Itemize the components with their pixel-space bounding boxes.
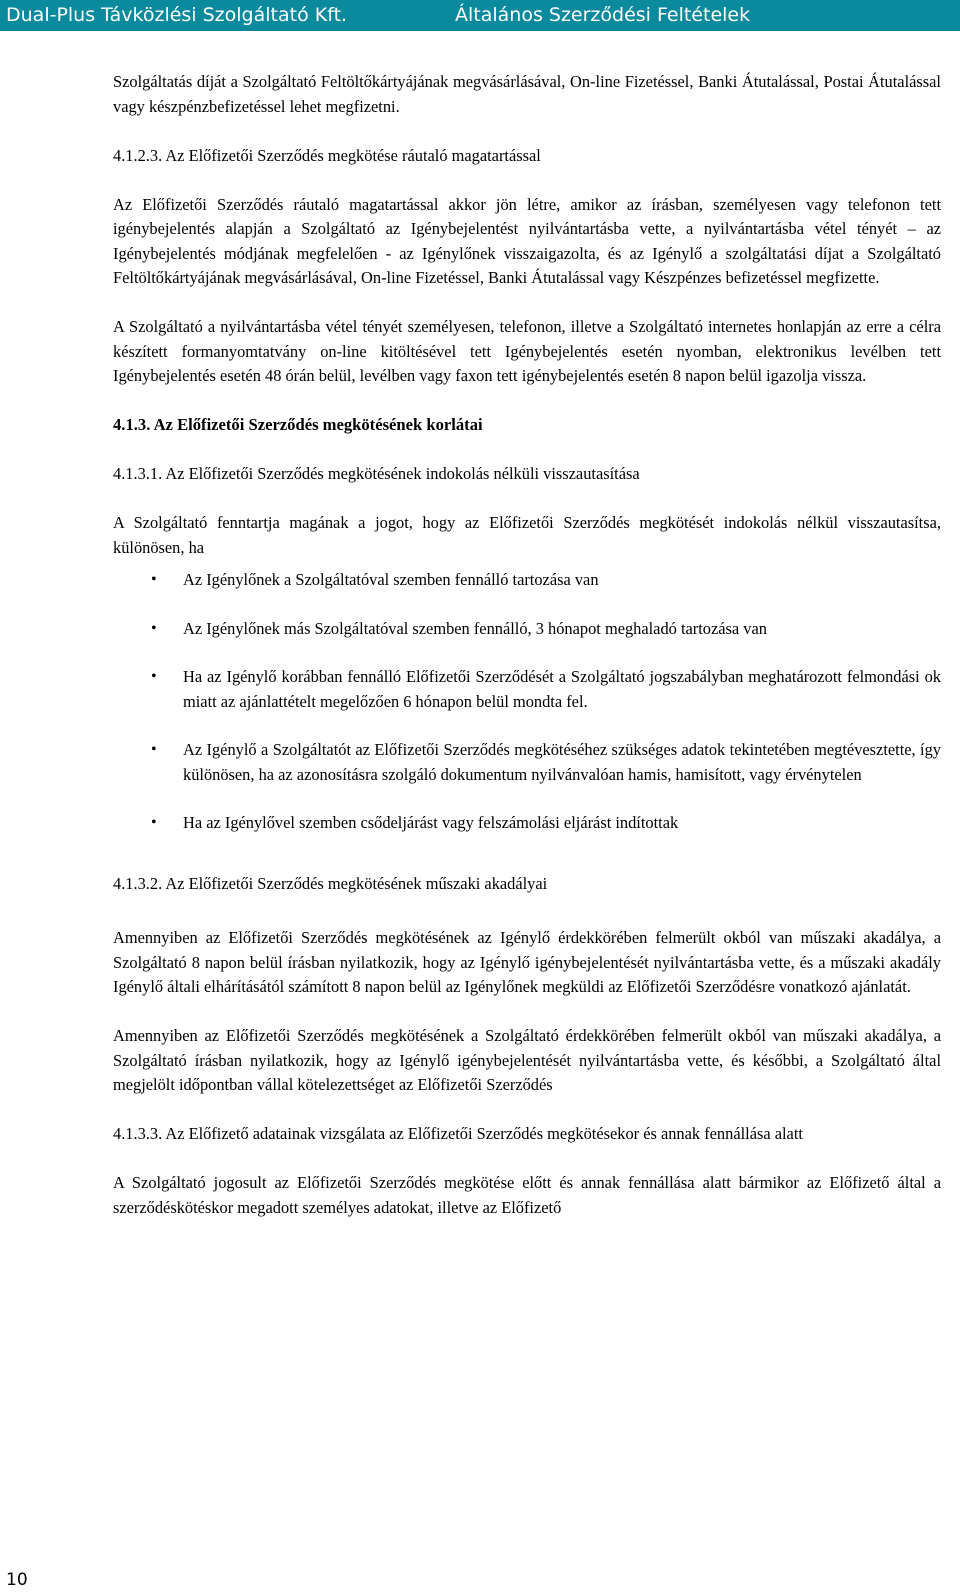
list-item-text: Az Igénylőnek más Szolgáltatóval szemben fennálló, 3 hónapot meghaladó tartozása van [183,618,767,638]
list-item [113,665,941,714]
list-item-text: Az Igénylőnek a Szolgáltatóval szemben fennálló tartozása van [183,570,599,589]
section-heading-4-1-3-3: 4.1.3.3. Az Előfizető adatainak vizsgálata az Előfizetői Szerződés megkötésekor és annak fennállása alatt [113,1124,803,1143]
list-item [113,811,941,836]
section-heading-4-1-3: 4.1.3. Az Előfizetői Szerződés megkötésének korlátai [113,415,483,434]
document-title: Általános Szerződési Feltételek [455,4,751,26]
paragraph-confirmation: A Szolgáltató a nyilvántartásba vétel tényét személyesen, telefonon, illetve a Szolgáltató internetes honlapján az erre a célra készített formanyomtatvány on-line kitöltésével tett Igénybejelentés esetén nyomban, elektronikus levélben tett Igénybejelentés esetén 48 órán belül, levélben vagy faxon tett igénybejelentés esetén 8 napon belül igazolja vissza. [113,317,941,385]
document-body [113,70,941,1220]
list-item [113,568,941,593]
section-heading-4-1-3-2: 4.1.3.2. Az Előfizetői Szerződés megkötésének műszaki akadályai [113,873,548,893]
list-item-text: Ha az Igénylő korábban fennálló Előfizetői Szerződését a Szolgáltató jogszabályban meghatározott felmondási ok miatt az ajánlattételt megelőzően 6 hónapon belül mondta fel. [183,667,941,711]
paragraph-refusal-right: A Szolgáltató fenntartja magának a jogot, hogy az Előfizetői Szerződés megkötését indokolás nélkül visszautasítsa, különösen, ha [113,513,941,557]
bullet-icon: • [151,814,157,831]
paragraph-tech-obstacle-applicant: Amennyiben az Előfizetői Szerződés megkötésének az Igénylő érdekkörében felmerült okból van műszaki akadálya, a Szolgáltató 8 napon belül írásban nyilatkozik, hogy az Igénylő igénybejelentését nyilvántartásba vette, és a műszaki akadály Igénylő általi elhárításától számított 8 napon belül az Igénylőnek megküldi az Előfizetői Szerződésre vonatkozó ajánlatát. [113,928,941,996]
list-item-text: Ha az Igénylővel szemben csődeljárást vagy felszámolási eljárást indítottak [183,813,679,832]
company-name: Dual-Plus Távközlési Szolgáltató Kft. [6,4,348,26]
bullet-icon: • [151,741,157,758]
list-item [113,738,941,787]
section-heading-4-1-2-3: 4.1.2.3. Az Előfizetői Szerződés megkötése ráutaló magatartással [113,145,541,165]
paragraph-tech-obstacle-provider: Amennyiben az Előfizetői Szerződés megkötésének a Szolgáltató érdekkörében felmerült okból van műszaki akadálya, a Szolgáltató írásban nyilatkozik, hogy az Igénylő igénybejelentését nyilvántartásba vette, és későbbi, a Szolgáltató által megjelölt időpontban vállal kötelezettséget az Előfizetői Szerződés [113,1026,941,1094]
list-item-text: Az Igénylő a Szolgáltatót az Előfizetői Szerződés megkötéséhez szükséges adatok tekintetében megtévesztette, így különösen, ha az azonosításra szolgáló dokumentum nyilvánvalóan hamis, hamisított, vagy érvénytelen [183,740,941,784]
bullet-icon: • [151,571,157,588]
paragraph-implied-conduct: Az Előfizetői Szerződés ráutaló magatartással akkor jön létre, amikor az írásban, személyesen vagy telefonon tett igénybejelentés alapján a Szolgáltató az Igénybejelentést nyilvántartásba vette, a nyilvántartásba vétel tényét – az Igénybejelentés módjának megfelelően - az Igénylőnek visszaigazolta, és az Igénylő a szolgáltatási díjat a Szolgáltató Feltöltőkártyájának megvásárlásával, On-line Fizetéssel, Banki Átutalással vagy Készpénzes befizetéssel megfizette. [113,194,941,287]
page-number: 10 [6,1570,28,1590]
section-heading-4-1-3-1: 4.1.3.1. Az Előfizetői Szerződés megkötésének indokolás nélküli visszautasítása [113,464,640,483]
paragraph-data-check: A Szolgáltató jogosult az Előfizetői Szerződés megkötése előtt és annak fennállása alatt bármikor az Előfizető által a szerződéskötéskor megadott személyes adatokat, illetve az Előfizető [113,1173,941,1217]
paragraph-payment: Szolgáltatás díját a Szolgáltató Feltöltőkártyájának megvásárlásával, On-line Fizetéssel, Banki Átutalással, Postai Átutalással vagy készpénzbefizetéssel lehet megfizetni. [113,72,941,116]
list-item [113,617,941,642]
refusal-reasons-list [113,568,941,836]
bullet-icon: • [151,619,157,637]
page-header [0,0,960,31]
bullet-icon: • [151,668,157,685]
